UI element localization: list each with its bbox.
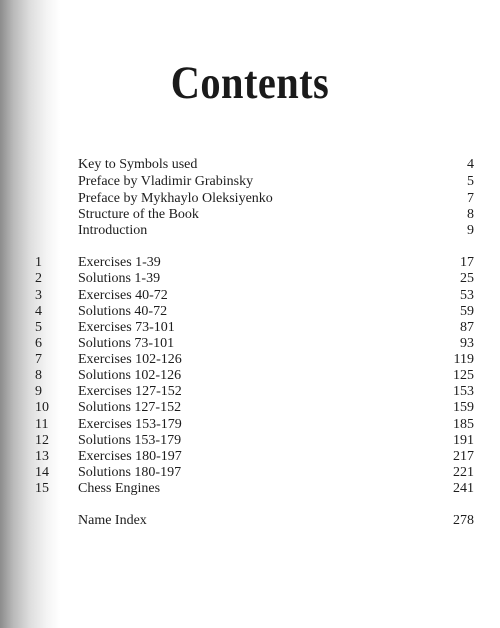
toc-chapter-entry	[0, 367, 500, 384]
chapter-title: Exercises 40-72	[78, 288, 168, 303]
chapter-title: Solutions 127-152	[78, 400, 182, 415]
chapter-number: 7	[35, 352, 42, 367]
chapter-number: 11	[35, 417, 49, 432]
toc-entry-page: 7	[467, 191, 474, 206]
chapter-number: 13	[35, 449, 49, 464]
chapter-number: 14	[35, 465, 49, 480]
toc-chapter-entry	[0, 303, 500, 320]
chapter-title: Solutions 102-126	[78, 368, 182, 383]
chapter-page: 217	[453, 449, 474, 464]
toc-chapter-entry	[0, 448, 500, 465]
chapter-number: 15	[35, 481, 49, 496]
chapter-title: Exercises 1-39	[78, 255, 161, 270]
toc-chapter-entry	[0, 432, 500, 449]
chapter-number: 3	[35, 288, 42, 303]
toc-entry-page: 5	[467, 174, 474, 189]
chapter-page: 221	[453, 465, 474, 480]
toc-chapter-entry	[0, 416, 500, 433]
chapter-title: Solutions 180-197	[78, 465, 182, 480]
chapter-page: 241	[453, 481, 474, 496]
chapter-title: Solutions 40-72	[78, 304, 168, 319]
chapter-number: 2	[35, 271, 42, 286]
chapter-number: 4	[35, 304, 42, 319]
chapter-title: Exercises 73-101	[78, 320, 175, 335]
toc-entry-label: Structure of the Book	[78, 207, 199, 222]
toc-chapter-entry	[0, 480, 500, 497]
toc-entry-page: 4	[467, 157, 474, 172]
chapter-page: 17	[460, 255, 474, 270]
toc-entry	[0, 512, 500, 529]
chapter-number: 12	[35, 433, 49, 448]
chapter-number: 9	[35, 384, 42, 399]
chapter-number: 1	[35, 255, 42, 270]
chapter-title: Exercises 127-152	[78, 384, 182, 399]
chapter-title: Exercises 102-126	[78, 352, 182, 367]
chapter-page: 119	[453, 352, 474, 367]
chapter-page: 59	[460, 304, 474, 319]
chapter-page: 185	[453, 417, 474, 432]
chapter-page: 93	[460, 336, 474, 351]
chapter-page: 125	[453, 368, 474, 383]
toc-entry-label: Name Index	[78, 513, 147, 528]
chapter-page: 87	[460, 320, 474, 335]
chapter-number: 6	[35, 336, 42, 351]
chapter-title: Exercises 180-197	[78, 449, 182, 464]
toc-entry-page: 278	[453, 513, 474, 528]
toc-entry-page: 8	[467, 207, 474, 222]
toc-entry-label: Preface by Vladimir Grabinsky	[78, 174, 254, 189]
toc-entry-label: Preface by Mykhaylo Oleksiyenko	[78, 191, 273, 206]
toc-chapter-entry	[0, 254, 500, 271]
chapter-page: 153	[453, 384, 474, 399]
toc-chapter-entry	[0, 383, 500, 400]
chapter-title: Solutions 153-179	[78, 433, 182, 448]
toc-entry	[0, 156, 500, 173]
chapter-page: 191	[453, 433, 474, 448]
chapter-page: 159	[453, 400, 474, 415]
toc-entry	[0, 190, 500, 207]
toc-chapter-entry	[0, 399, 500, 416]
chapter-page: 53	[460, 288, 474, 303]
toc-entry	[0, 206, 500, 223]
chapter-page: 25	[460, 271, 474, 286]
chapter-number: 5	[35, 320, 42, 335]
toc-entry-label: Key to Symbols used	[78, 157, 198, 172]
toc-chapter-entry	[0, 464, 500, 481]
chapter-title: Exercises 153-179	[78, 417, 182, 432]
toc-chapter-entry	[0, 319, 500, 336]
chapter-title: Chess Engines	[78, 481, 161, 496]
toc-entry-page: 9	[467, 223, 474, 238]
chapter-title: Solutions 1-39	[78, 271, 161, 286]
toc-entry	[0, 222, 500, 239]
page-title: Contents	[170, 57, 330, 109]
toc-entry	[0, 173, 500, 190]
toc-chapter-entry	[0, 351, 500, 368]
chapter-number: 10	[35, 400, 49, 415]
toc-entry-label: Introduction	[78, 223, 148, 238]
toc-chapter-entry	[0, 335, 500, 352]
toc-chapter-entry	[0, 270, 500, 287]
chapter-title: Solutions 73-101	[78, 336, 175, 351]
toc-chapter-entry	[0, 287, 500, 304]
chapter-number: 8	[35, 368, 42, 383]
